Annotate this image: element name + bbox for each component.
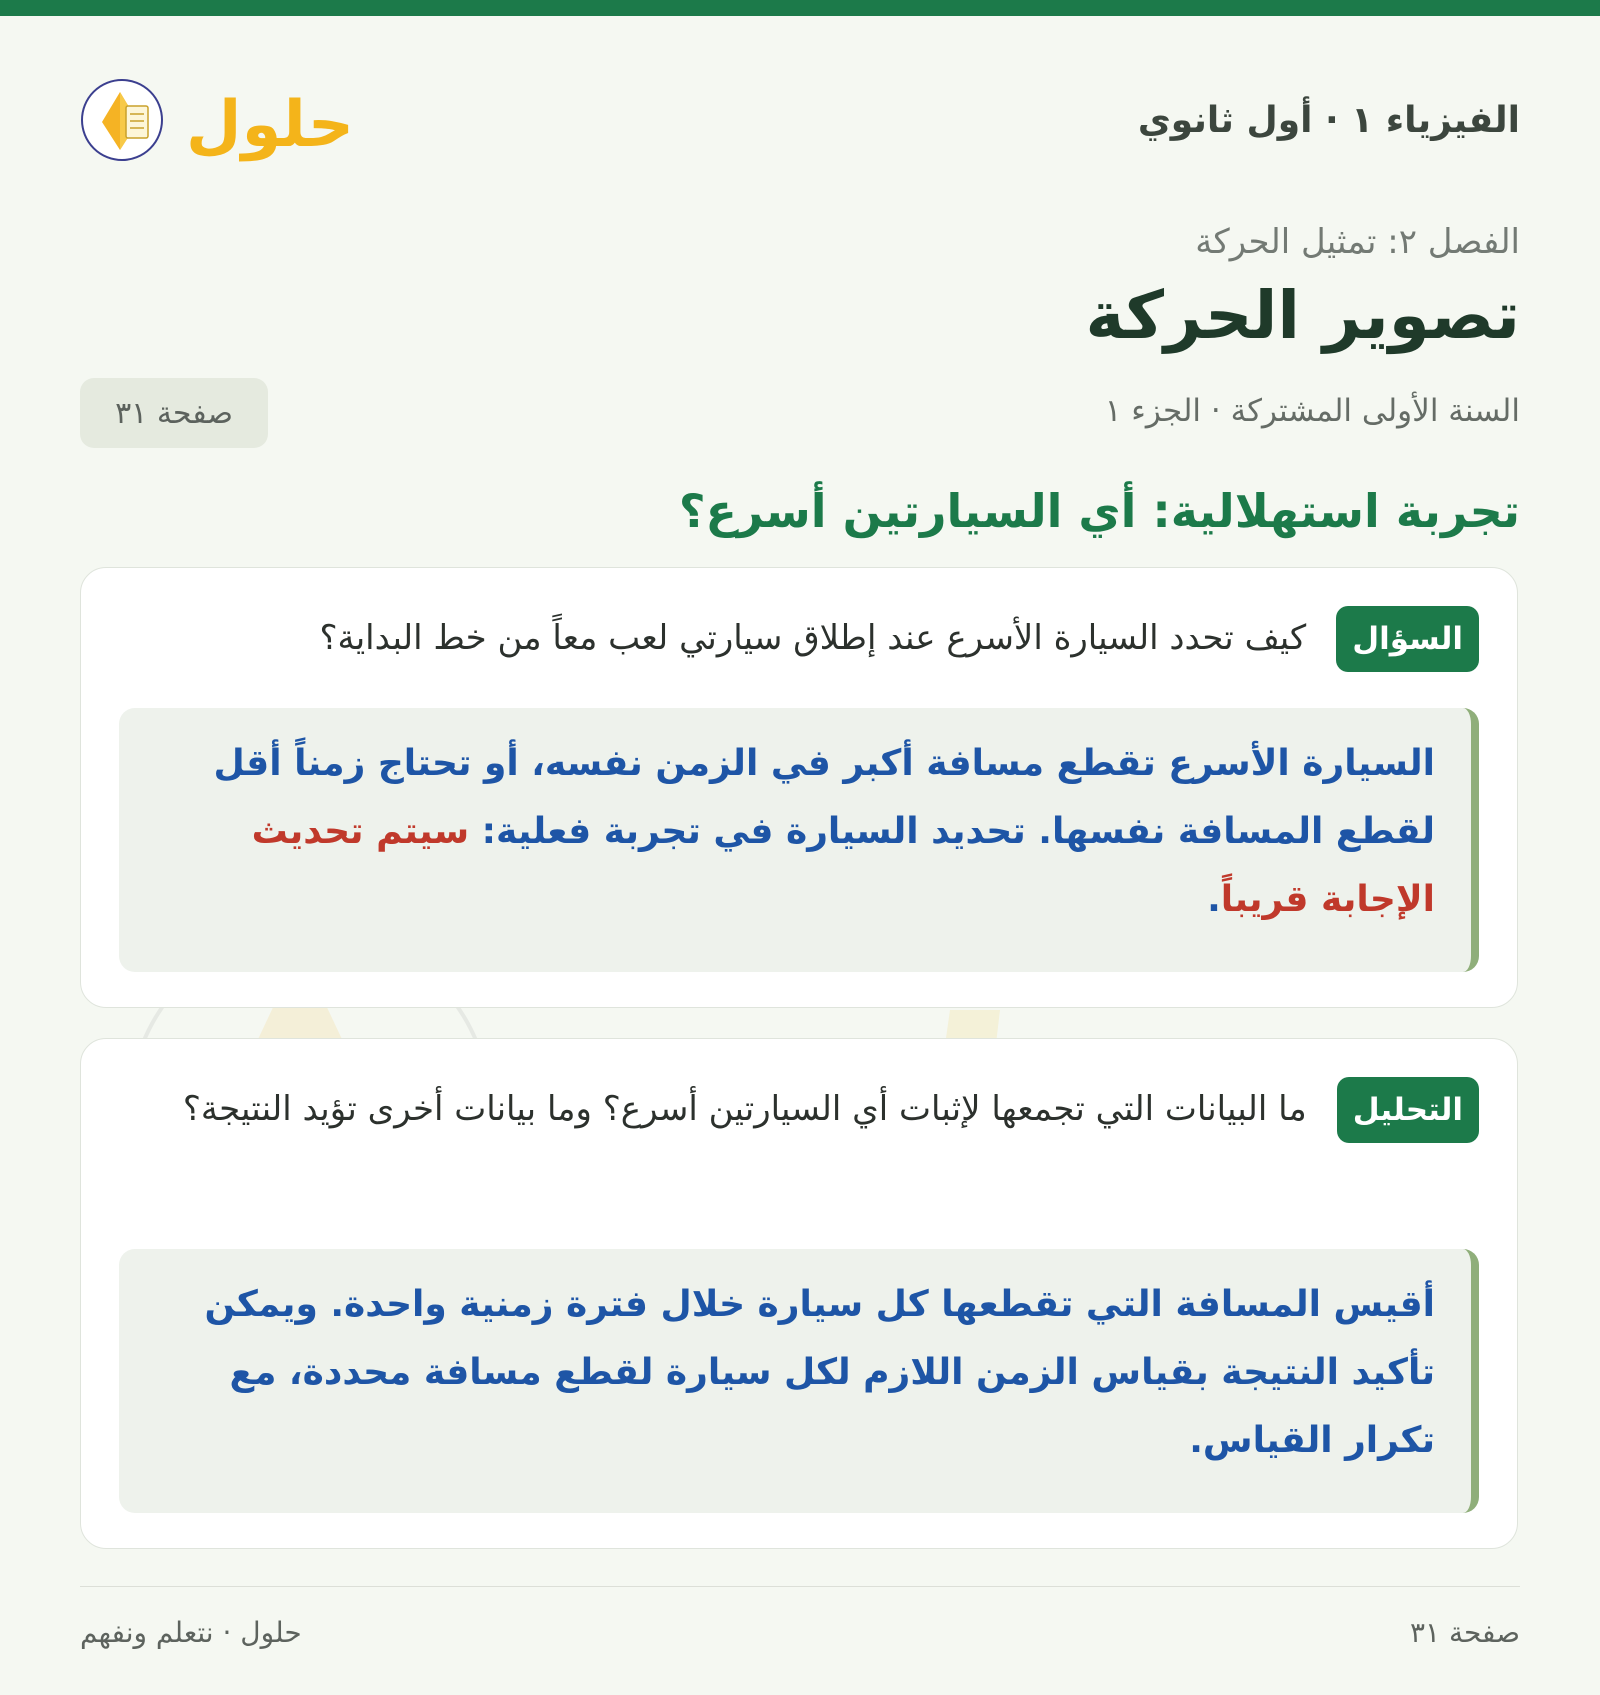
lesson-meta: السنة الأولى المشتركة · الجزء ١	[1104, 393, 1520, 429]
analysis-answer-box	[119, 1249, 1479, 1513]
analysis-question-row	[121, 1077, 1479, 1145]
section-title: تجربة استهلالية: أي السيارتين أسرع؟	[678, 484, 1520, 538]
answer-box	[119, 708, 1479, 972]
footer-brand: حلول · نتعلم ونفهم	[80, 1616, 302, 1649]
top-accent-bar	[0, 0, 1600, 16]
question-tag: السؤال	[1336, 606, 1479, 672]
question-text: كيف تحدد السيارة الأسرع عند إطلاق سيارتي لعب معاً من خط البداية؟	[319, 618, 1307, 658]
analysis-tag: التحليل	[1337, 1077, 1479, 1143]
analysis-answer-text: أقيس المسافة التي تقطعها كل سيارة خلال فترة زمنية واحدة. ويمكن تأكيد النتيجة بقياس الزمن اللازم لكل سيارة لقطع مسافة محددة، مع تكرار القياس.	[204, 1284, 1435, 1461]
footer-divider	[80, 1586, 1520, 1587]
chapter-label: الفصل ٢: تمثيل الحركة	[1195, 222, 1520, 262]
footer-page-number: صفحة ٣١	[1409, 1616, 1520, 1649]
question-card	[80, 567, 1518, 1008]
site-logo[interactable]	[80, 68, 360, 178]
course-title: الفيزياء ١ · أول ثانوي	[1137, 100, 1520, 141]
question-row	[121, 606, 1479, 674]
logo-wordmark: حلول	[186, 88, 354, 162]
page-number-badge: صفحة ٣١	[80, 378, 268, 448]
analysis-question-text: ما البيانات التي تجمعها لإثبات أي السيارتين أسرع؟ وما بيانات أخرى تؤيد النتيجة؟	[182, 1089, 1307, 1129]
analysis-card	[80, 1038, 1518, 1549]
answer-pending-note: سيتم تحديث الإجابة قريباً	[251, 811, 1435, 920]
page-title: تصوير الحركة	[1085, 277, 1520, 354]
answer-end-punctuation: .	[1207, 879, 1221, 920]
logo-mark-icon	[80, 68, 360, 178]
answer-text: السيارة الأسرع تقطع مسافة أكبر في الزمن نفسه، أو تحتاج زمناً أقل لقطع المسافة نفسها. تحديد السيارة في تجربة فعلية:	[213, 743, 1435, 852]
